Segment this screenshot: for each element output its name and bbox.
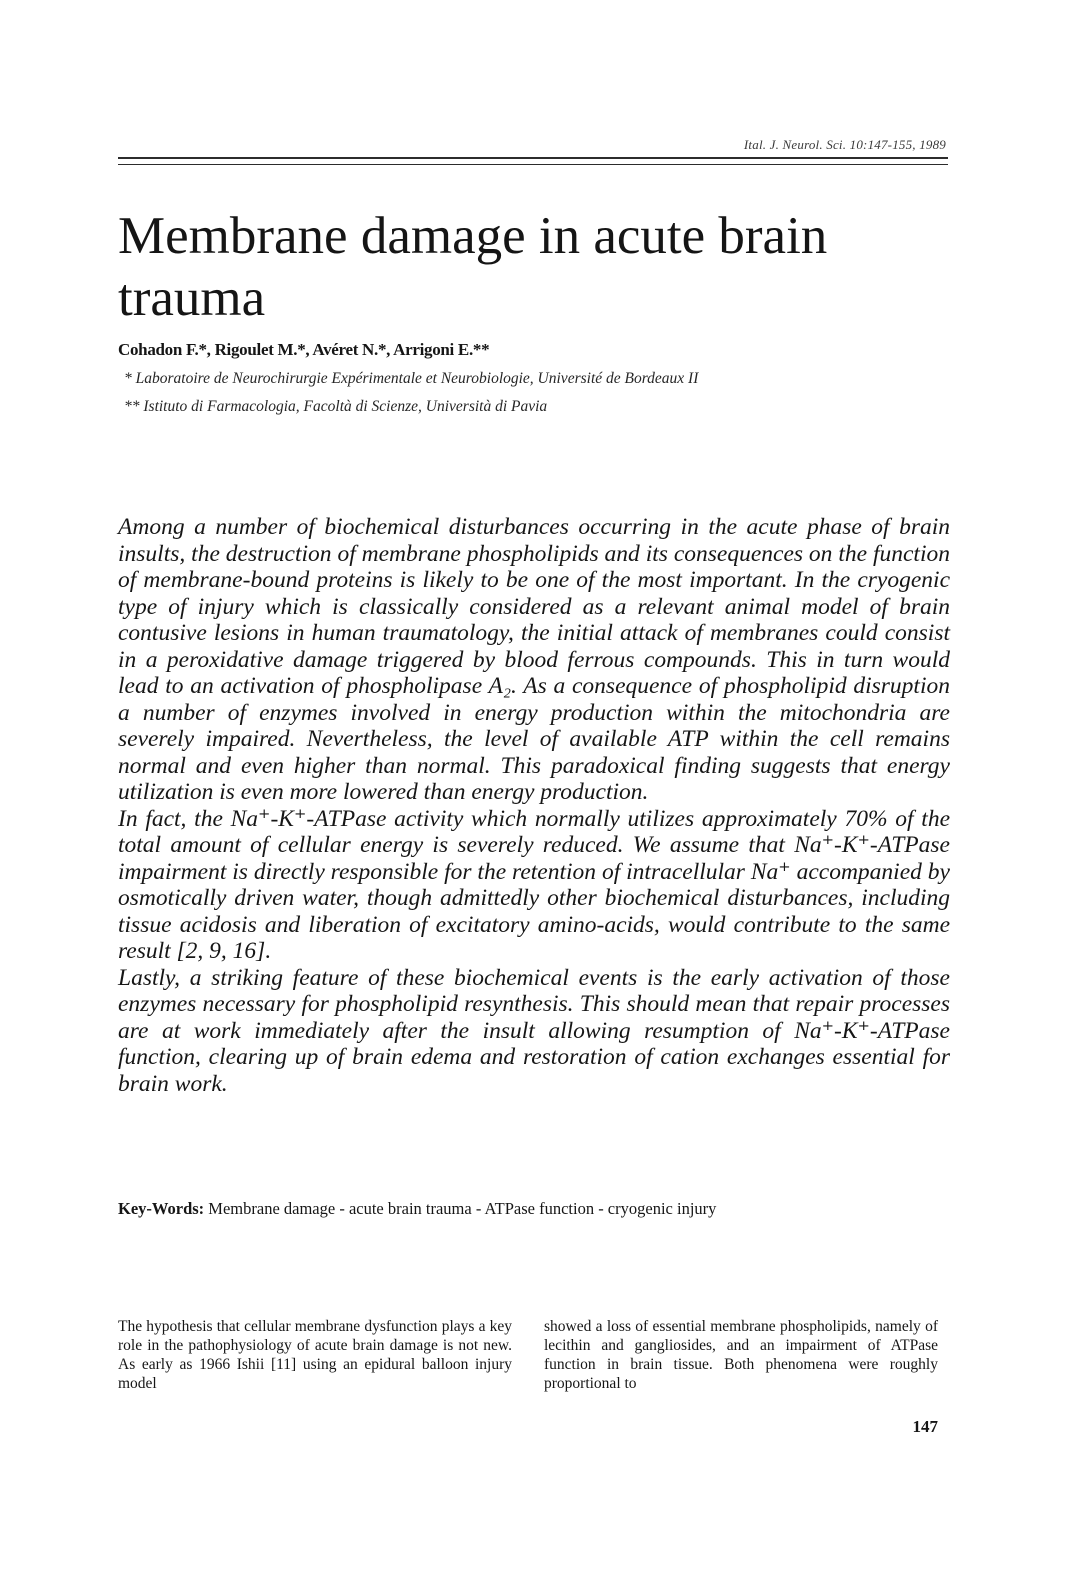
keywords bbox=[118, 1199, 716, 1219]
keywords-text: Membrane damage - acute brain trauma - ATPase function - cryogenic injury bbox=[208, 1199, 717, 1218]
abstract-paragraph-3: Lastly, a striking feature of these biochemical events is the early activation of those enzymes necessary for phospholipid resynthesis. This should mean that repair processes are at work immediately after the insult allowing resumption of Na⁺-K⁺-ATPase function, clearing up of brain edema and restoration of cation exchanges essential for brain work. bbox=[118, 964, 950, 1097]
affiliation-bordeaux: * Laboratoire de Neurochirurgie Expérimentale et Neurobiologie, Université de Bordeaux II bbox=[124, 370, 699, 387]
body-column-right: showed a loss of essential membrane phospholipids, namely of lecithin and gangliosides, and an impairment of ATPase function in brain tissue. Both phenomena were roughly proportional to bbox=[544, 1318, 938, 1392]
header-rule-thin bbox=[118, 164, 948, 165]
abstract-paragraph-2: In fact, the Na⁺-K⁺-ATPase activity which normally utilizes approximately 70% of the total amount of cellular energy is severely reduced. We assume that Na⁺-K⁺-ATPase impairment is directly responsible for the retention of intracellular Na⁺ accompanied by osmotically driven water, though admittedly other biochemical disturbances, including tissue acidosis and liberation of excitatory amino-acids, would contribute to the same result [2, 9, 16]. bbox=[118, 805, 950, 964]
affiliation-pavia: ** Istituto di Farmacologia, Facoltà di Scienze, Università di Pavia bbox=[124, 398, 548, 415]
body-column-left: The hypothesis that cellular membrane dysfunction plays a key role in the pathophysiology of acute brain damage is not new. As early as 1966 Ishii [11] using an epidural balloon injury model bbox=[118, 1318, 512, 1392]
abstract-paragraph-1: Among a number of biochemical disturbances occurring in the acute phase of brain insults, the destruction of membrane phospholipids and its consequences on the function of membrane-bound proteins is likely to be one of the most important. In the cryogenic type of injury which is classically considered as a relevant animal model of brain contusive lesions in human traumatology, the initial attack of membranes could consist in a peroxidative damage triggered by blood ferrous compounds. This in turn would lead to an activation of phospholipase A₂. As a consequence of phospholipid disruption a number of enzymes involved in energy production within the mitochondria are severely impaired. Nevertheless, the level of available ATP within the cell remains normal and even higher than normal. This paradoxical finding suggests that energy utilization is even more lowered than energy production. bbox=[118, 514, 950, 805]
page-number: 147 bbox=[912, 1417, 938, 1436]
journal-reference: Ital. J. Neurol. Sci. 10:147-155, 1989 bbox=[743, 137, 946, 152]
author-list: Cohadon F.*, Rigoulet M.*, Avéret N.*, Arrigoni E.** bbox=[118, 340, 490, 359]
header-rule-thick bbox=[118, 157, 948, 159]
keywords-label: Key-Words: bbox=[118, 1199, 205, 1218]
body-columns bbox=[118, 1317, 938, 1393]
abstract bbox=[118, 514, 950, 1097]
article-title: Membrane damage in acute brain trauma bbox=[118, 207, 828, 327]
